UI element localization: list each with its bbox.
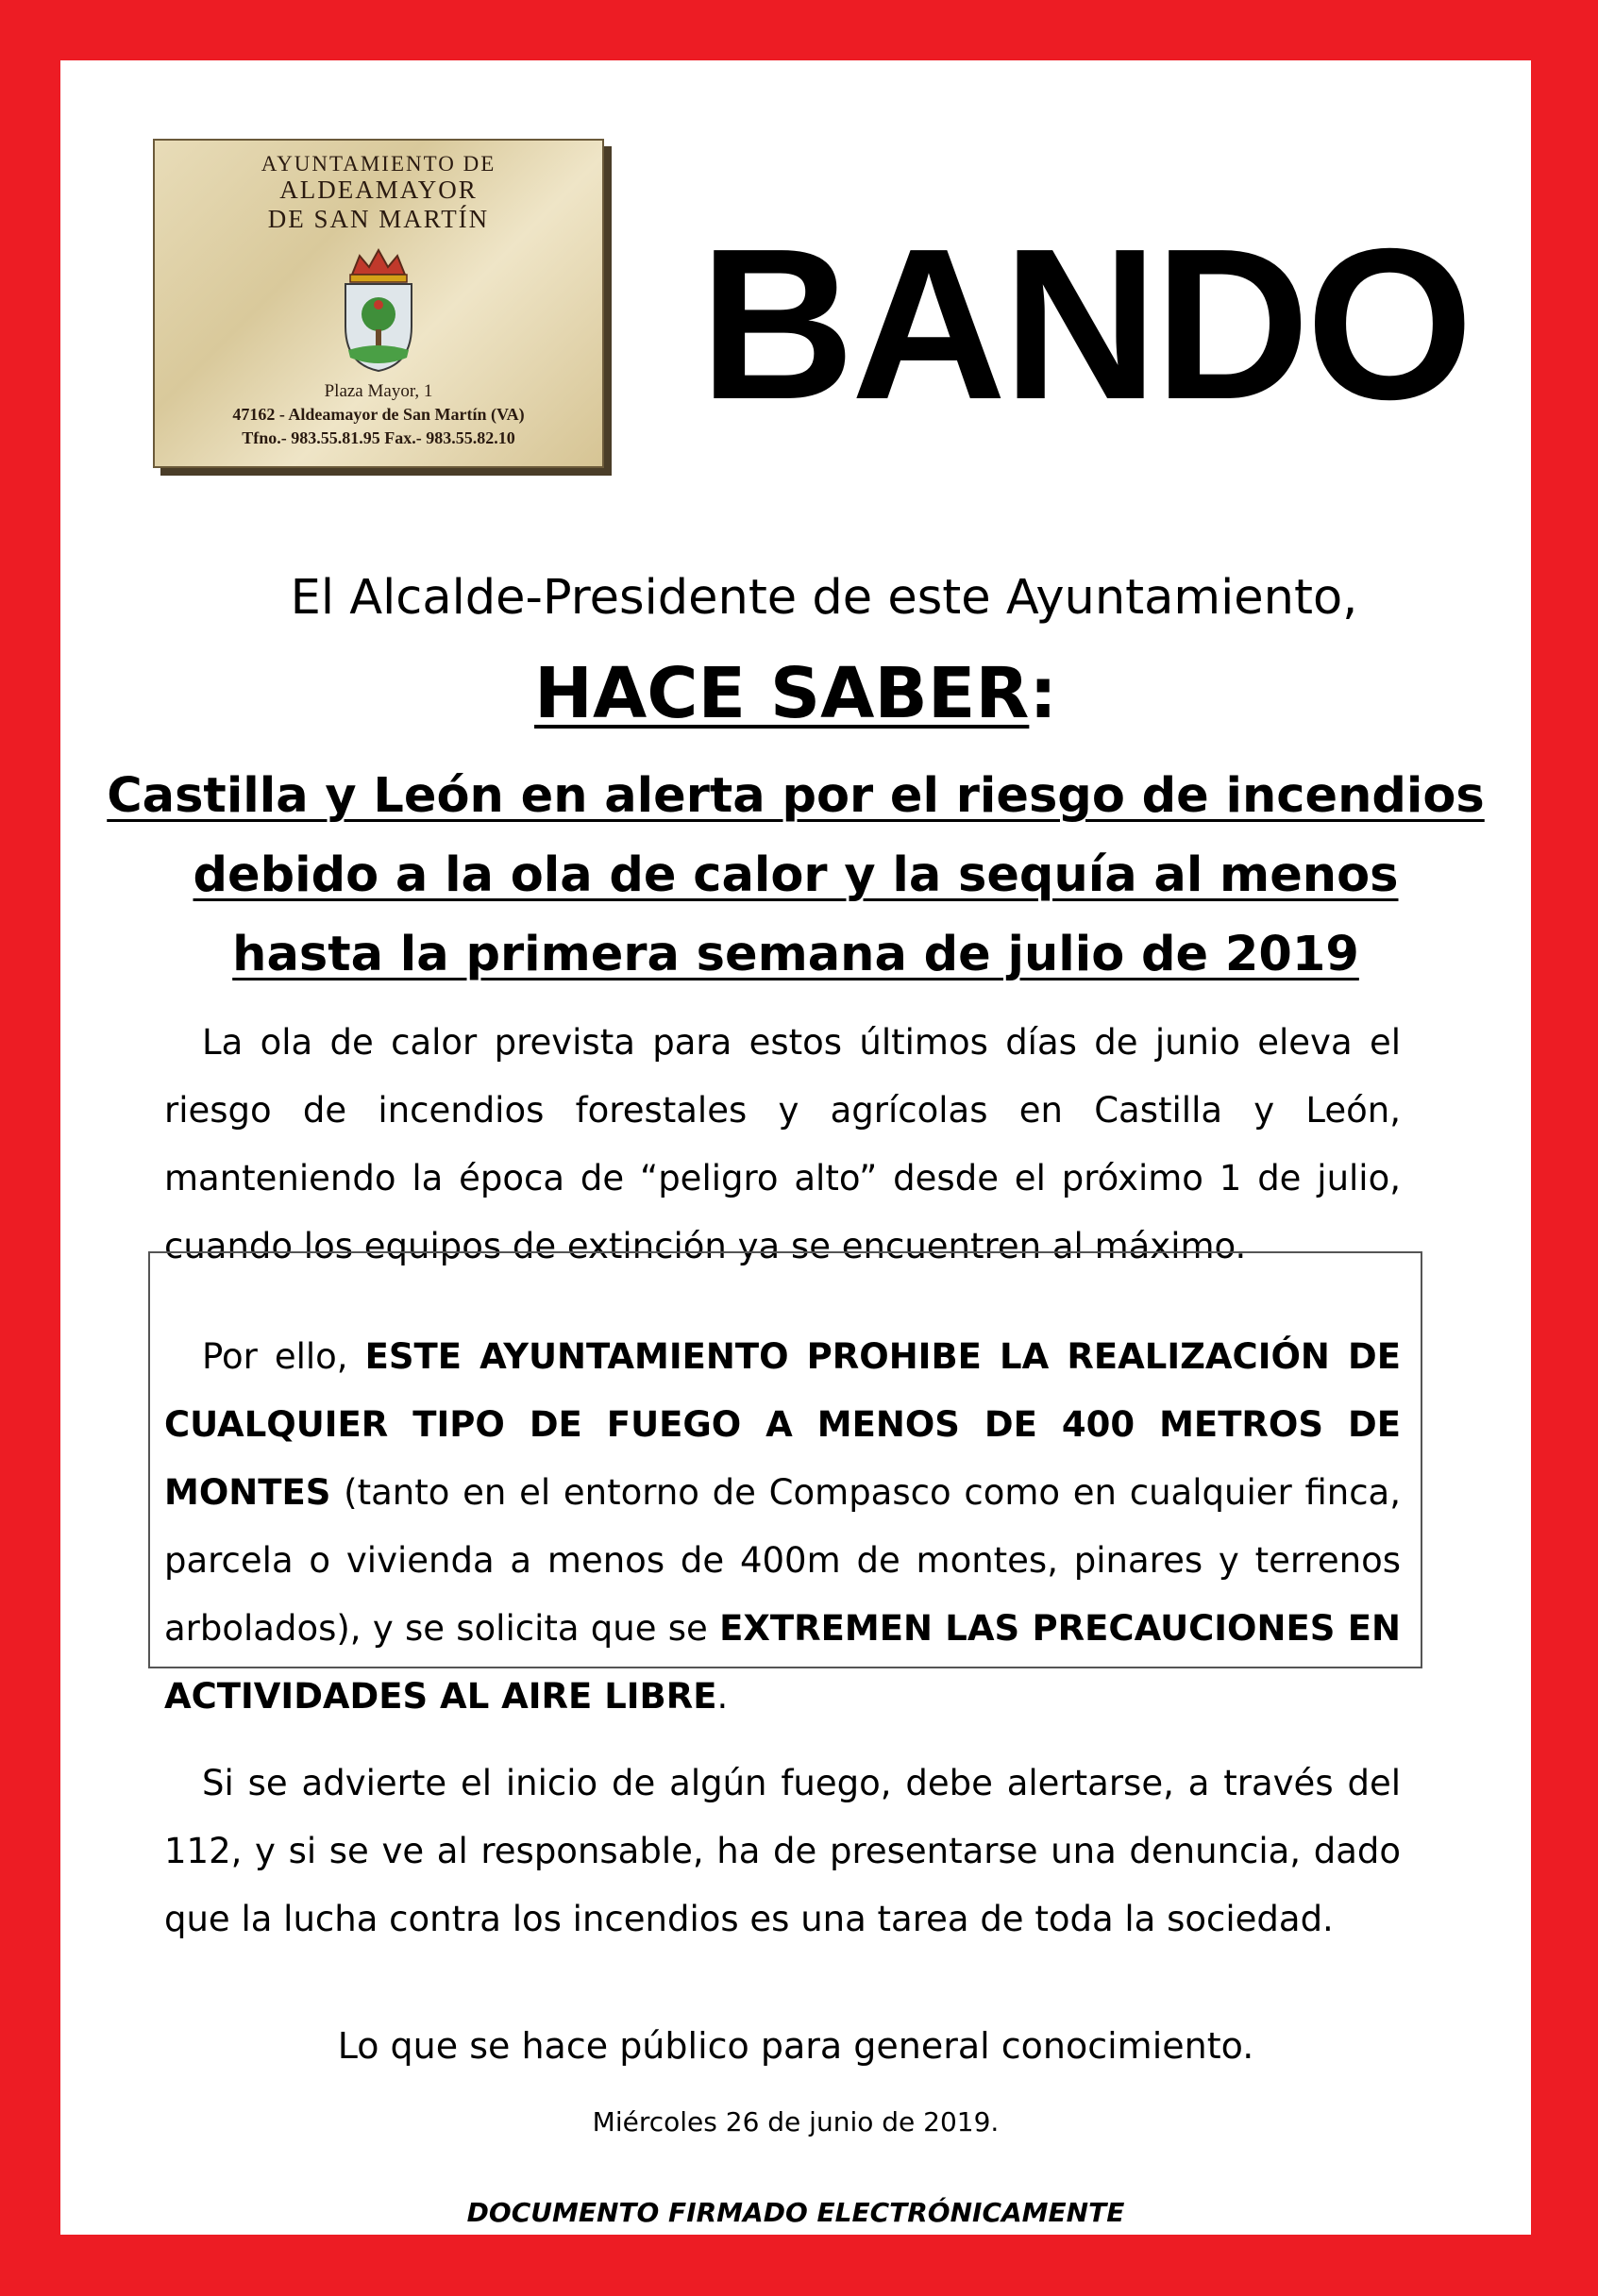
seal-line-2: ALDEAMAYOR: [279, 176, 478, 204]
prohibition-middle: (tanto en el entorno de Compasco como en cualquier finca, parcela o vivienda a menos de 400m de montes, pinares y terrenos arbolados), y se solicita que se: [164, 1472, 1401, 1649]
intro-line: El Alcalde-Presidente de este Ayuntamiento,: [290, 570, 1358, 626]
notice-sheet: [60, 60, 1531, 2235]
headline-line-3: hasta la primera semana de julio de 2019: [232, 927, 1359, 982]
seal-line-1: AYUNTAMIENTO DE: [261, 152, 496, 176]
closing-line: Lo que se hace público para general conocimiento.: [337, 2025, 1254, 2067]
seal-phones: Tfno.- 983.55.81.95 Fax.- 983.55.82.10: [242, 428, 515, 447]
municipal-seal: [153, 139, 604, 468]
headline: [60, 757, 1531, 995]
headline-line-1: Castilla y León en alerta por el riesgo de incendios: [107, 768, 1485, 824]
paragraph-report: [164, 1750, 1401, 1953]
prohibition-bold-2: EXTREMEN LAS PRECAUCIONES EN ACTIVIDADES AL AIRE LIBRE: [164, 1608, 1401, 1717]
seal-city: 47162 - Aldeamayor de San Martín (VA): [232, 405, 525, 424]
paragraph-prohibition: [164, 1323, 1401, 1731]
prohibition-lead: Por ello,: [202, 1336, 365, 1377]
seal-address: Plaza Mayor, 1: [324, 381, 433, 401]
seal-line-3: DE SAN MARTÍN: [267, 205, 490, 233]
prohibition-bold-1: ESTE AYUNTAMIENTO PROHIBE LA REALIZACIÓN DE CUALQUIER TIPO DE FUEGO A MENOS DE 400 METROS DE MONTES: [164, 1336, 1402, 1513]
prohibition-end: .: [716, 1676, 729, 1717]
announcement-heading: [60, 653, 1531, 734]
paragraph-report-text: Si se advierte el inicio de algún fuego, debe alertarse, a través del 112, y si se ve al responsable, ha de presentarse una denuncia, dado que la lucha contra los incendios es una tarea de toda la sociedad.: [164, 1763, 1401, 1939]
signature-note: DOCUMENTO FIRMADO ELECTRÓNICAMENTE: [466, 2197, 1125, 2228]
headline-line-2: debido a la ola de calor y la sequía al menos: [193, 847, 1399, 903]
paragraph-heatwave-text: La ola de calor prevista para estos últimos días de junio eleva el riesgo de incendios forestales y agrícolas en Castilla y León, manteniendo la época de “peligro alto” desde el próximo 1 de julio, cuando los equipos de extinción ya se encuentren al máximo.: [164, 1022, 1401, 1266]
page-title: BANDO: [699, 205, 1470, 444]
paragraph-heatwave: [164, 1009, 1401, 1281]
announcement-text: HACE SABER: [534, 653, 1030, 734]
document-date: Miércoles 26 de junio de 2019.: [592, 2106, 1000, 2137]
coat-of-arms-icon: [331, 246, 426, 374]
announcement-colon: :: [1029, 653, 1057, 734]
